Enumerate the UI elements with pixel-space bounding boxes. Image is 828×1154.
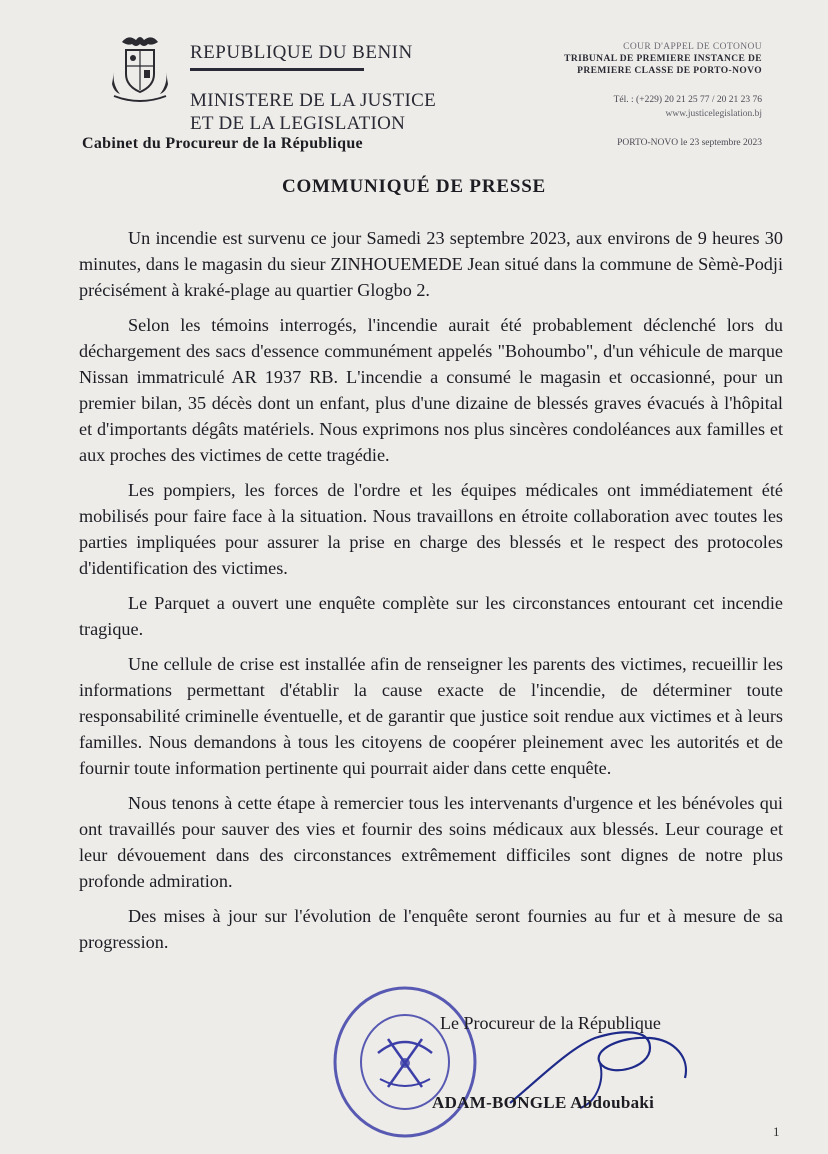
paragraph: Nous tenons à cette étape à remercier tous les intervenants d'urgence et les bénévoles qui ont travaillés pour sauver des vies et fournir des soins médicaux aux blessés. Leur courage et leur dévouement dans des circonstances extrêmement difficiles sont dignes de notre plus profonde admiration. (79, 793, 783, 891)
signatory-title: Le Procureur de la République (440, 1013, 661, 1033)
telephone: Tél. : (+229) 20 21 25 77 / 20 21 23 76 (613, 95, 762, 105)
paragraph: Un incendie est survenu ce jour Samedi 23 septembre 2023, aux environs de 9 heures 30 minutes, dans le magasin du sieur ZINHOUEMEDE Jean situé dans la commune de Sèmè-Podji précisément à kraké-plage au quartier Glogbo 2. (79, 228, 783, 300)
benin-coat-of-arms-icon (108, 32, 172, 104)
ministry-line-1: MINISTERE DE LA JUSTICE (190, 90, 436, 111)
paragraph: Selon les témoins interrogés, l'incendie aurait été probablement déclenché lors du déchargement des sacs d'essence communément appelés "Bohoumbo", d'un véhicule de marque Nissan immatriculé AR 1937 RB. L'incendie a consumé le magasin et occasionné, pour un premier bilan, 35 décès dont un enfant, plus d'une dizaine de blessés graves évacués à l'hôpital et d'importants dégâts matériels. Nous exprimons nos plus sincères condoléances aux familles et aux proches des victimes de cette tragédie. (79, 315, 783, 465)
page-number: 1 (773, 1124, 780, 1139)
website: www.justicelegislation.bj (665, 109, 762, 119)
court-line-1: COUR D'APPEL DE COTONOU (623, 42, 762, 52)
signatory-name: ADAM-BONGLE Abdoubaki (432, 1093, 655, 1112)
paragraph: Une cellule de crise est installée afin de renseigner les parents des victimes, recueillir les informations permettant d'établir la cause exacte de l'incendie, de déterminer toute responsabilité criminelle éventuelle, et de garantir que justice soit rendue aux victimes et à leurs familles. Nous demandons à tous les citoyens de coopérer pleinement avec les autorités et de fournir toute information pertinente qui pourrait aider dans cette enquête. (79, 654, 783, 778)
paragraph: Des mises à jour sur l'évolution de l'enquête seront fournies au fur et à mesure de sa progression. (79, 906, 783, 952)
header-rule (190, 68, 364, 71)
court-line-2: TRIBUNAL DE PREMIERE INSTANCE DE (564, 54, 762, 64)
paragraph: Les pompiers, les forces de l'ordre et les équipes médicales ont immédiatement été mobilisés pour faire face à la situation. Nous travaillons en étroite collaboration avec toutes les parties impliquées pour assurer la prise en charge des blessés et le respect des protocoles d'identification des victimes. (79, 480, 783, 578)
document-title: COMMUNIQUÉ DE PRESSE (281, 176, 547, 197)
court-seal-stamp (330, 983, 480, 1141)
country-name: REPUBLIQUE DU BENIN (190, 42, 413, 63)
ministry-name (190, 89, 436, 135)
document-body (79, 225, 783, 964)
court-line-3: PREMIERE CLASSE DE PORTO-NOVO (577, 66, 762, 76)
paragraph: Le Parquet a ouvert une enquête complète sur les circonstances entourant cet incendie tragique. (79, 593, 783, 639)
ministry-line-2: ET DE LA LEGISLATION (190, 113, 406, 134)
cabinet-name: Cabinet du Procureur de la République (82, 135, 363, 152)
court-block (564, 41, 762, 77)
document-date: PORTO-NOVO le 23 septembre 2023 (617, 138, 762, 148)
